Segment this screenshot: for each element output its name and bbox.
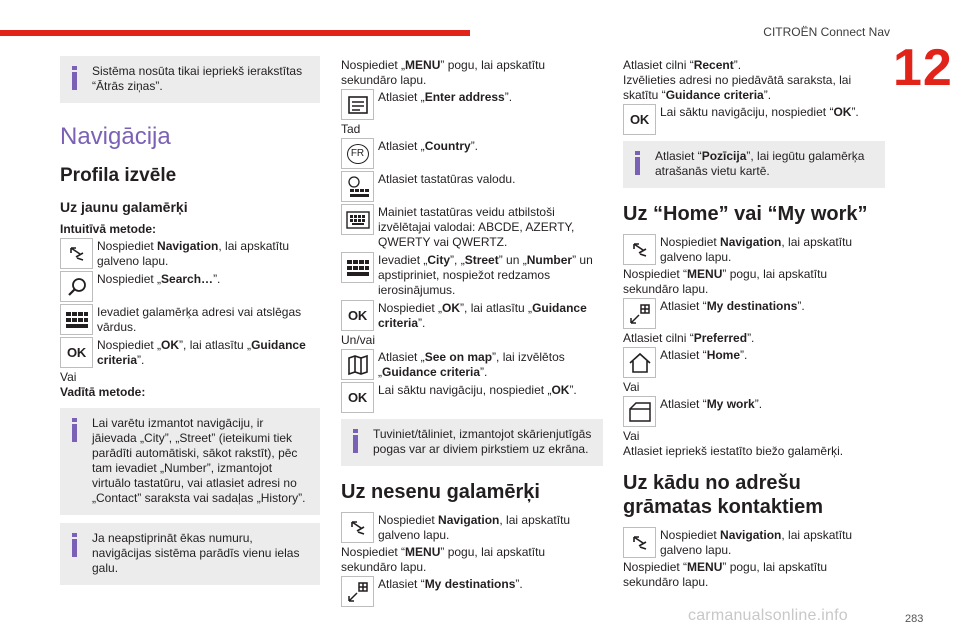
step: Atlasiet “My destinations”. xyxy=(623,298,885,329)
destinations-icon xyxy=(623,298,656,329)
info-icon xyxy=(72,66,77,90)
note-text: Sistēma nosūta tikai iepriekš ierakstītas “Ātrās ziņas”. xyxy=(92,64,303,93)
heading: Uz nesenu galamērķi xyxy=(341,481,540,503)
watermark: carmanualsonline.info xyxy=(688,607,848,624)
ok-icon: OK xyxy=(623,104,656,135)
keyboard-language-icon xyxy=(341,171,374,202)
info-note: Atlasiet “Pozīcija”, lai iegūtu galamērķa atrašanās vietu kartē. xyxy=(623,141,885,188)
step: Nospiediet Navigation, lai apskatītu galveno lapu. xyxy=(341,512,603,543)
column-3 xyxy=(623,58,885,590)
step: Nospiediet „Search…”. xyxy=(60,271,320,302)
step: Ievadiet „City”, „Street” un „Number” un apstipriniet, nospiežot redzamos ierosinājumus. xyxy=(341,252,603,298)
ok-icon: OK xyxy=(60,337,93,368)
work-icon xyxy=(623,396,656,427)
info-icon xyxy=(72,533,77,557)
section-title: Navigācija xyxy=(60,123,171,150)
paragraph: Nospiediet “MENU” pogu, lai apskatītu sekundāro lapu. xyxy=(623,267,828,296)
home-icon xyxy=(623,347,656,378)
navigation-icon xyxy=(623,527,656,558)
step: OK Lai sāktu navigāciju, nospiediet “OK”. xyxy=(623,104,885,135)
step: OK Nospiediet „OK”, lai atlasītu „Guidance criteria”. xyxy=(60,337,320,368)
navigation-icon xyxy=(60,238,93,269)
step: Atlasiet “Home”. xyxy=(623,347,885,378)
running-header: CITROËN Connect Nav xyxy=(763,25,890,39)
and-or-text: Un/vai xyxy=(341,333,376,347)
subsection-title: Profila izvēle xyxy=(60,165,177,186)
destinations-icon xyxy=(341,576,374,607)
ok-icon: OK xyxy=(341,300,374,331)
keyboard-icon xyxy=(60,304,93,335)
info-icon xyxy=(353,429,358,453)
info-icon xyxy=(635,151,640,175)
method-label: Intuitīvā metode: xyxy=(60,222,157,236)
column-1 xyxy=(60,50,320,585)
paragraph: Izvēlieties adresi no piedāvātā saraksta, lai skatītu “Guidance criteria”. xyxy=(623,73,852,102)
info-note xyxy=(60,523,320,585)
paragraph: Nospiediet “MENU” pogu, lai apskatītu sekundāro lapu. xyxy=(623,560,828,589)
step: Atlasiet „See on map”, lai izvēlētos „Guidance criteria”. xyxy=(341,349,603,380)
note-text: Lai varētu izmantot navigāciju, ir jāievada „City”, „Street” (ieteikumi tiek parādīti automātiski, sākot rakstīt), pēc tam ievadiet „Number”, izmantojot virtuālo tastatūru, vai atlasiet adresi no „Contact” saraksta vai sadaļas „History”. xyxy=(92,416,306,505)
ok-icon: OK xyxy=(341,382,374,413)
country-fr-icon: FR xyxy=(341,138,374,169)
map-icon xyxy=(341,349,374,380)
step: Atlasiet „Enter address”. xyxy=(341,89,603,120)
then-text: Tad xyxy=(341,122,361,136)
heading: Uz “Home” vai “My work” xyxy=(623,203,868,225)
step: OK Nospiediet „OK”, lai atlasītu „Guidance criteria”. xyxy=(341,300,603,331)
step: Atlasiet “My work”. xyxy=(623,396,885,427)
column-2 xyxy=(341,58,603,609)
info-note xyxy=(60,408,320,515)
paragraph: Nospiediet “MENU” pogu, lai apskatītu sekundāro lapu. xyxy=(341,545,546,574)
or-text: Vai xyxy=(60,370,77,384)
heading: Uz kādu no adrešu grāmatas kontaktiem xyxy=(623,472,824,518)
note-text: Tuviniet/tāliniet, izmantojot skārienjutīgās pogas var ar diviem pirkstiem uz ekrāna. xyxy=(373,427,592,456)
address-list-icon xyxy=(341,89,374,120)
step: FR Atlasiet „Country”. xyxy=(341,138,603,169)
step: Ievadiet galamērķa adresi vai atslēgas vārdus. xyxy=(60,304,320,335)
note-text: Ja neapstiprināt ēkas numuru, navigācijas sistēma parādīs vienu ielas galu. xyxy=(92,531,300,575)
chapter-number: 12 xyxy=(893,39,953,97)
method-label: Vadītā metode: xyxy=(60,385,146,399)
paragraph: Atlasiet cilni “Preferred”. xyxy=(623,331,755,345)
keyboard-type-icon xyxy=(341,204,374,235)
info-note xyxy=(60,56,320,103)
step: OK Lai sāktu navigāciju, nospiediet „OK”. xyxy=(341,382,603,413)
step: Mainiet tastatūras veidu atbilstoši izvēlētajai valodai: ABCDE, AZERTY, QWERTY vai QWERTZ. xyxy=(341,204,603,250)
page-number: 283 xyxy=(905,613,924,625)
search-icon xyxy=(60,271,93,302)
paragraph: Nospiediet „MENU” pogu, lai apskatītu sekundāro lapu. xyxy=(341,58,546,87)
paragraph: Atlasiet cilni “Recent”. xyxy=(623,58,742,72)
step: Atlasiet “My destinations”. xyxy=(341,576,603,607)
heading: Uz jaunu galamērķi xyxy=(60,199,188,215)
or-text: Vai xyxy=(623,429,640,443)
keyboard-icon xyxy=(341,252,374,283)
info-note xyxy=(341,419,603,466)
red-header-bar xyxy=(0,30,470,36)
paragraph: Atlasiet iepriekš iestatīto biežo galamērķi. xyxy=(623,444,844,458)
navigation-icon xyxy=(623,234,656,265)
navigation-icon xyxy=(341,512,374,543)
step: Nospiediet Navigation, lai apskatītu galveno lapu. xyxy=(623,527,885,558)
step: Nospiediet Navigation, lai apskatītu galveno lapu. xyxy=(60,238,320,269)
or-text: Vai xyxy=(623,380,640,394)
step: Nospiediet Navigation, lai apskatītu galveno lapu. xyxy=(623,234,885,265)
step: Atlasiet tastatūras valodu. xyxy=(341,171,603,202)
info-icon xyxy=(72,418,77,442)
